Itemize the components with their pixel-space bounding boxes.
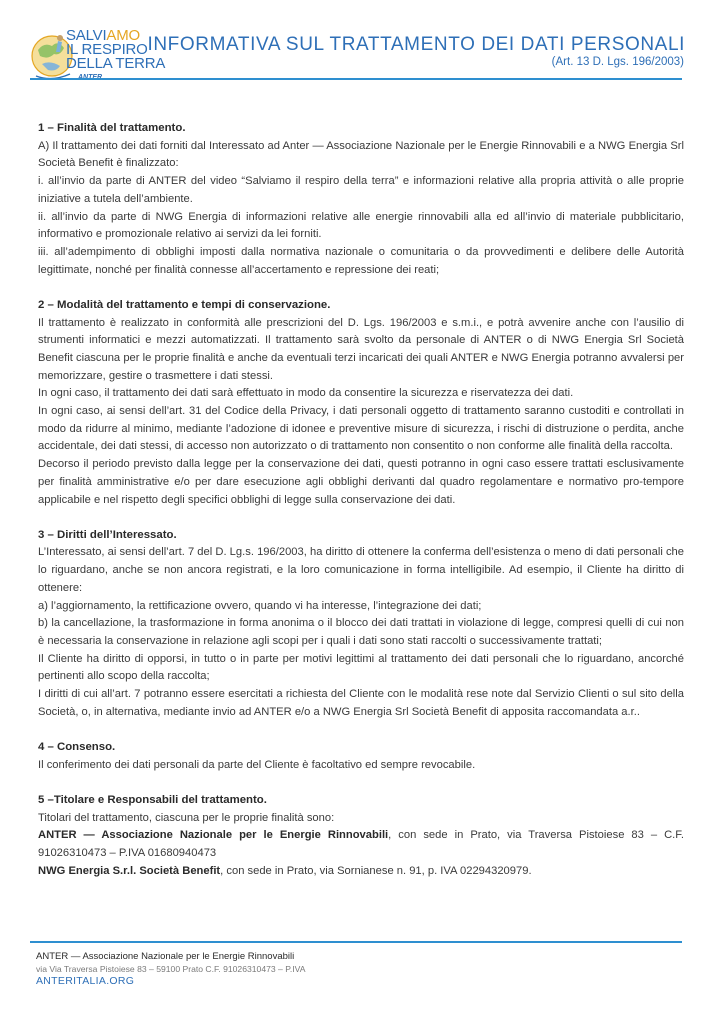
document-title: INFORMATIVA SUL TRATTAMENTO DEI DATI PERSONALI: [147, 34, 685, 55]
section-paragraph: In ogni caso, ai sensi dell’art. 31 del Codice della Privacy, i dati personali oggetto di trattamento saranno custoditi e controllati in modo da ridurre al minimo, mediante l’adozione di idonee e preventive misure di sicurezza, i rischi di distruzione o perdita, anche accidentale, dei dati stessi, di accesso non autorizzato o di trattamento non consentito o non conforme alle finalità della raccolta.: [38, 405, 684, 453]
section-paragraph: Il trattamento è realizzato in conformità alle prescrizioni del D. Lgs. 196/2003 e s.m.i., e potrà avvenire anche con l’ausilio di strumenti informatici e mezzi automatizzati. Il trattamento sarà svolto da personale di ANTER o di NWG Energia Srl Società Benefit ciascuna per le proprie finalità e anche da eventuali terzi incaricati dei quali ANTER e NWG Energia potranno avvalersi per memorizzare, gestire o trasmettere i dati stessi.: [38, 316, 684, 382]
section-3: [38, 527, 684, 722]
document-subtitle: (Art. 13 D. Lgs. 196/2003): [551, 56, 684, 68]
section-paragraph: I diritti di cui all’art. 7 potranno essere esercitati a richiesta del Cliente con le modalità rese note dal Servizio Clienti o sul sito della Società, o, in alternativa, mediante invio ad ANTER e/o a NWG Energia Srl Società Benefit di apposita raccomandata a.r..: [38, 688, 684, 718]
footer-organization: ANTER — Associazione Nazionale per le Energie Rinnovabili: [36, 951, 295, 962]
section-paragraph: Titolari del trattamento, ciascuna per le proprie finalità sono:: [38, 811, 335, 824]
section-paragraph: Il conferimento dei dati personali da parte del Cliente è facoltativo ed sempre revocabile.: [38, 758, 476, 771]
section-paragraph: Il Cliente ha diritto di opporsi, in tutto o in parte per motivi legittimi al trattamento dei dati personali che lo riguardano, ancorché pertinenti allo scopo della raccolta;: [38, 652, 684, 683]
footer-divider: [30, 941, 682, 943]
holder-details: , con sede in Prato, via Traversa Pistoiese 83 – C.F. 91026310473 – P.IVA 01680940473: [38, 829, 684, 860]
logo-line-3: DELLA TERRA: [66, 55, 166, 72]
section-paragraph: In ogni caso, il trattamento dei dati sarà effettuato in modo da consentire la sicurezza e riservatezza dei dati.: [38, 387, 574, 400]
holder-name: NWG Energia S.r.l. Società Benefit: [38, 864, 221, 877]
section-heading: 3 – Diritti dell’Interessato.: [38, 528, 177, 541]
section-paragraph: Decorso il periodo previsto dalla legge per la conservazione dei dati, questi potranno in ogni caso essere trattati esclusivamente per finalità amministrative e/o per dare esecuzione agli obblighi derivanti dal quadro regolamentare e normativo pro-tempore applicabile e nel rispetto degli specifici obblighi di legge sulla conservazione dei dati.: [38, 458, 684, 506]
section-heading: 1 – Finalità del trattamento.: [38, 122, 186, 134]
holder-nwg: [38, 863, 684, 881]
holder-name: ANTER — Associazione Nazionale per le Energie Rinnovabili: [38, 829, 389, 842]
sections-container: [38, 120, 684, 774]
section-paragraph: b) la cancellazione, la trasformazione in forma anonima o il blocco dei dati trattati in violazione di legge, compresi quelli di cui non è necessaria la conservazione in relazione agli scopi per i quali i dati sono stati raccolti o successivamente trattati;: [38, 617, 684, 647]
holder-details: , con sede in Prato, via Sornianese n. 91, p. IVA 02294320979.: [220, 864, 532, 877]
page-header: [0, 0, 725, 110]
section-heading: 5 –Titolare e Responsabili del trattamento.: [38, 793, 267, 806]
page-footer: [36, 951, 305, 987]
section-4: [38, 739, 684, 774]
section-heading: 2 – Modalità del trattamento e tempi di conservazione.: [38, 298, 331, 311]
logo-line-2: IL RESPIRO: [66, 41, 148, 58]
logo-line-1: SALVIAMO: [66, 27, 140, 44]
section-paragraph: ii. all’invio da parte di NWG Energia di informazioni relative alle energie rinnovabili alla ed all’invio di materiale pubblicitario, informativo e promozionale relativo ai servizi da lei forniti.: [38, 210, 684, 241]
section-paragraph: A) Il trattamento dei dati forniti dal Interessato ad Anter — Associazione Nazionale per le Energie Rinnovabili e a NWG Energia Srl Società Benefit è finalizzato:: [38, 139, 684, 170]
holder-anter: [38, 827, 684, 862]
section-paragraph: iii. all’adempimento di obblighi imposti dalla normativa nazionale o comunitaria o da provvedimenti e delibere delle Autorità legittimate, nonché per finalità connesse all’accertamento e repressione dei reati;: [38, 245, 684, 276]
section-paragraph: i. all’invio da parte di ANTER del video “Salviamo il respiro della terra” e informazioni relative alla propria attività o alle proprie iniziative a tutela dell’ambiente.: [38, 175, 684, 205]
footer-website-link[interactable]: ANTERITALIA.ORG: [36, 975, 135, 987]
document-body: [38, 120, 684, 898]
header-divider: [30, 78, 682, 80]
section-5: [38, 792, 684, 881]
section-heading: 4 – Consenso.: [38, 741, 116, 753]
section-paragraph: a) l’aggiornamento, la rettificazione ovvero, quando vi ha interesse, l’integrazione dei dati;: [38, 599, 482, 612]
section-1: [38, 120, 684, 279]
section-2: [38, 297, 684, 509]
section-paragraph: L’Interessato, ai sensi dell’art. 7 del D. Lg.s. 196/2003, ha diritto di ottenere la conferma dell’esistenza o meno di dati personali che lo riguardano, anche se non ancora registrati, e la loro comunicazione in forma intelligibile. Ad esempio, il Cliente ha diritto di ottenere:: [38, 546, 684, 594]
footer-address: via Via Traversa Pistoiese 83 – 59100 Prato C.F. 91026310473 – P.IVA: [36, 964, 306, 974]
